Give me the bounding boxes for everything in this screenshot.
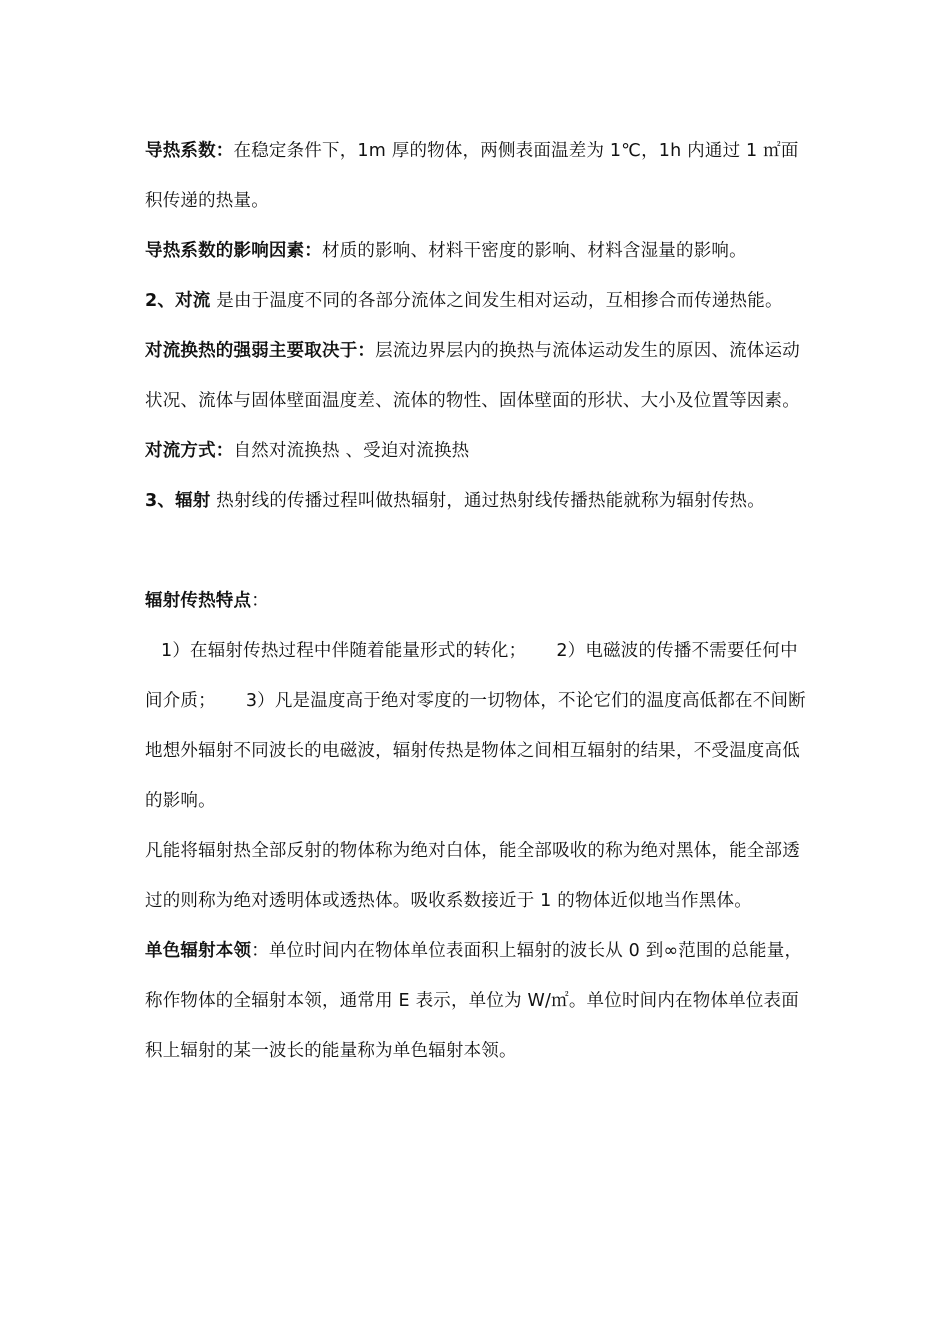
- colon: ：: [251, 591, 269, 611]
- definition-monochromatic-emissive: ：单位时间内在物体单位表面积上辐射的波长从 0 到∞范围的总能量，称作物体的全辐射本领，通常用 E 表示，单位为 W/㎡。单位时间内在物体单位表面积上辐射的某一波长的能量称为单色辐射本领。: [145, 941, 803, 1061]
- text-blackbody: 凡能将辐射热全部反射的物体称为绝对白体，能全部吸收的称为绝对黑体，能全部透过的则称为绝对透明体或透热体。吸收系数接近于 1 的物体近似地当作黑体。: [145, 841, 800, 911]
- heading-convection: 2、对流: [145, 291, 211, 311]
- paragraph-convection-modes: [145, 426, 813, 476]
- definition-convection: 是由于温度不同的各部分流体之间发生相对运动，互相掺合而传递热能。: [210, 291, 783, 311]
- paragraph-radiation: [145, 476, 813, 526]
- term-convection-strength: 对流换热的强弱主要取决于：: [145, 341, 376, 361]
- feature-item-3: 3）凡是温度高于绝对零度的一切物体，不论它们的温度高低都在不间断地想外辐射不同波长的电磁波，辐射传热是物体之间相互辐射的结果，不受温度高低的影响。: [145, 691, 806, 811]
- term-conductivity-factors: 导热系数的影响因素：: [145, 241, 322, 261]
- definition-convection-strength: 层流边界层内的换热与流体运动发生的原因、流体运动状况、流体与固体壁面温度差、流体的物性、固体壁面的形状、大小及位置等因素。: [145, 341, 800, 411]
- heading-radiation: 3、辐射: [145, 491, 211, 511]
- term-radiation-features: 辐射传热特点: [145, 591, 252, 611]
- paragraph-convection-strength: [145, 326, 813, 426]
- feature-item-1: 1）在辐射传热过程中伴随着能量形式的转化；: [161, 641, 527, 661]
- paragraph-thermal-conductivity: [145, 126, 813, 226]
- paragraph-convection: [145, 276, 813, 326]
- feature-item-2: 2）电磁波的传播不需要任何中间介质；: [145, 641, 798, 711]
- paragraph-radiation-features-heading: [145, 576, 813, 626]
- definition-radiation: 热射线的传播过程叫做热辐射，通过热射线传播热能就称为辐射传热。: [210, 491, 765, 511]
- paragraph-conductivity-factors: [145, 226, 813, 276]
- paragraph-monochromatic-emissive: [145, 926, 813, 1076]
- document-body: [145, 126, 813, 1076]
- term-monochromatic-emissive: 单色辐射本领: [145, 941, 252, 961]
- term-thermal-conductivity: 导热系数：: [145, 141, 234, 161]
- definition-convection-modes: 自然对流换热 、受迫对流换热: [233, 441, 470, 461]
- paragraph-radiation-features: [145, 626, 813, 826]
- definition-conductivity-factors: 材质的影响、材料干密度的影响、材料含湿量的影响。: [322, 241, 747, 261]
- blank-line: [145, 526, 813, 576]
- paragraph-blackbody: [145, 826, 813, 926]
- definition-thermal-conductivity: 在稳定条件下，1m 厚的物体，两侧表面温差为 1℃，1h 内通过 1 ㎡面积传递的热量。: [145, 141, 799, 211]
- term-convection-modes: 对流方式：: [145, 441, 234, 461]
